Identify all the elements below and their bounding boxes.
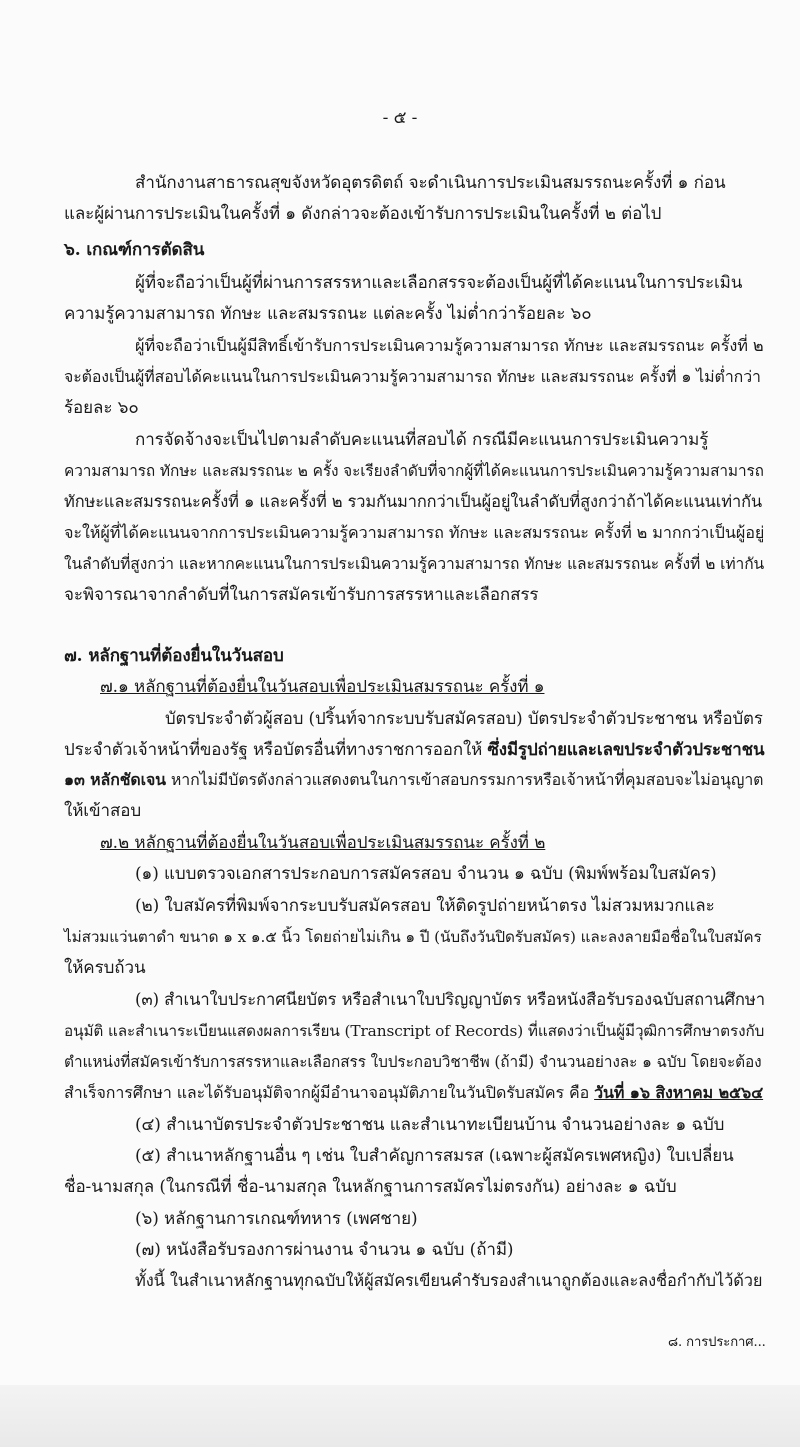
section6-p3-line-3: ทักษะและสมรรถนะครั้งที่ ๑ และครั้งที่ ๒ รวมกันมากกว่าเป็นผู้อยู่ในลำดับที่สูงกว่าถ้าได้คะแนนเท่ากัน [64,492,763,511]
section6-p1-line-1: ผู้ที่จะถือว่าเป็นผู้ที่ผ่านการสรรหาและเลือกสรรจะต้องเป็นผู้ที่ได้คะแนนในการประเมิน [135,273,743,293]
section7-2-item-6: (๖) หลักฐานการเกณฑ์ทหาร (เพศชาย) [135,1209,418,1229]
section7-2-item-3-line-2: อนุมัติ และสำเนาระเบียนแสดงผลการเรียน (Transcript of Records) ที่แสดงว่าเป็นผู้มีวุฒิการศึกษาตรงกับ [64,1022,765,1040]
section7-1-line-2 [64,737,765,761]
section5-tail-line-1: สำนักงานสาธารณสุขจังหวัดอุตรดิตถ์ จะดำเนินการประเมินสมรรถนะครั้งที่ ๑ ก่อน [135,173,726,193]
section7-2-item-5-line-1: (๕) สำเนาหลักฐานอื่น ๆ เช่น ใบสำคัญการสมรส (เฉพาะผู้สมัครเพศหญิง) ใบเปลี่ยน [135,1146,734,1166]
section7-2-item-3-line-3: ตำแหน่งที่สมัครเข้ารับการสรรหาและเลือกสรร ใบประกอบวิชาชีพ (ถ้ามี) จำนวนอย่างละ ๑ ฉบับ โดยจะต้อง [64,1053,762,1071]
section7-2-item-3-line-1: (๓) สำเนาใบประกาศนียบัตร หรือสำเนาใบปริญญาบัตร หรือหนังสือรับรองฉบับสถานศึกษา [135,990,765,1009]
section6-p2-line-1: ผู้ที่จะถือว่าเป็นผู้มีสิทธิ์เข้ารับการประเมินความรู้ความสามารถ ทักษะ และสมรรถนะ ครั้งที่ ๒ [135,336,764,355]
page-number: - ๕ - [382,108,418,128]
section7-1-line-4: ให้เข้าสอบ [64,801,142,821]
section7-2-closing: ทั้งนี้ ในสำเนาหลักฐานทุกฉบับให้ผู้สมัครเขียนคำรับรองสำเนาถูกต้องและลงชื่อกำกับไว้ด้วย [135,1271,763,1290]
section7-2-item-2-line-1: (๒) ใบสมัครที่พิมพ์จากระบบรับสมัครสอบ ให้ติดรูปถ่ายหน้าตรง ไม่สวมหมวกและ [135,896,715,916]
section7-1-line-2-text: ประจำตัวเจ้าหน้าที่ของรัฐ หรือบัตรอื่นที่ทางราชการออกให้ [64,739,488,759]
section7-2-item-7: (๗) หนังสือรับรองการผ่านงาน จำนวน ๑ ฉบับ (ถ้ามี) [135,1240,514,1260]
section7-2-item-3-line-4 [64,1081,763,1105]
section6-p3-line-1: การจัดจ้างจะเป็นไปตามลำดับคะแนนที่สอบได้ กรณีมีคะแนนการประเมินความรู้ [135,430,709,450]
section7-1-line-3-bold: ๑๓ หลักชัดเจน [64,770,166,789]
section6-p3-line-6: จะพิจารณาจากลำดับที่ในการสมัครเข้ารับการสรรหาและเลือกสรร [64,585,539,605]
section7-heading: ๗. หลักฐานที่ต้องยื่นในวันสอบ [64,646,284,666]
section7-1-line-1: บัตรประจำตัวผู้สอบ (ปริ้นท์จากระบบรับสมัครสอบ) บัตรประจำตัวประชาชน หรือบัตร [165,708,763,728]
section7-1-line-3-text: หากไม่มีบัตรดังกล่าวแสดงตนในการเข้าสอบกรรมการหรือเจ้าหน้าที่คุมสอบจะไม่อนุญาต [165,770,764,789]
section7-1-line-2-bold: ซึ่งมีรูปถ่ายและเลขประจำตัวประชาชน [487,739,765,759]
section7-1-heading: ๗.๑ หลักฐานที่ต้องยื่นในวันสอบเพื่อประเมินสมรรถนะ ครั้งที่ ๑ [100,677,545,697]
section7-2-item-1: (๑) แบบตรวจเอกสารประกอบการสมัครสอบ จำนวน ๑ ฉบับ (พิมพ์พร้อมใบสมัคร) [135,864,717,884]
section7-2-item-4: (๔) สำเนาบัตรประจำตัวประชาชน และสำเนาทะเบียนบ้าน จำนวนอย่างละ ๑ ฉบับ [135,1115,725,1135]
section6-p1-line-2: ความรู้ความสามารถ ทักษะ และสมรรถนะ แต่ละครั้ง ไม่ต่ำกว่าร้อยละ ๖๐ [64,304,592,324]
section5-tail-line-2: และผู้ผ่านการประเมินในครั้งที่ ๑ ดังกล่าวจะต้องเข้ารับการประเมินในครั้งที่ ๒ ต่อไป [64,204,662,224]
closing-date: วันที่ ๑๖ สิงหาคม ๒๕๖๔ [594,1083,764,1102]
section6-p3-line-2: ความสามารถ ทักษะ และสมรรถนะ ๒ ครั้ง จะเรียงลำดับที่จากผู้ที่ได้คะแนนการประเมินความรู้ความสามารถ [64,462,764,480]
section7-2-heading: ๗.๒ หลักฐานที่ต้องยื่นในวันสอบเพื่อประเมินสมรรถนะ ครั้งที่ ๒ [100,833,546,853]
section6-heading: ๖. เกณฑ์การตัดสิน [64,240,205,260]
section6-p3-line-5: ในลำดับที่สูงกว่า และหากคะแนนในการประเมินความรู้ความสามารถ ทักษะ และสมรรถนะ ครั้งที่ ๒ เท่ากัน [64,555,765,573]
section6-p2-line-2: จะต้องเป็นผู้ที่สอบได้คะแนนในการประเมินความรู้ความสามารถ ทักษะ และสมรรถนะ ครั้งที่ ๑ ไม่ต่ำกว่า [64,367,761,386]
section7-2-item-2-line-2: ไม่สวมแว่นตาดำ ขนาด ๑ x ๑.๕ นิ้ว โดยถ่ายไม่เกิน ๑ ปี (นับถึงวันปิดรับสมัคร) และลงลายมือชื่อในใบสมัคร [64,928,762,946]
section7-2-item-5-line-2: ชื่อ-นามสกุล (ในกรณีที่ ชื่อ-นามสกุล ในหลักฐานการสมัครไม่ตรงกัน) อย่างละ ๑ ฉบับ [64,1177,677,1197]
section6-p3-line-4: จะให้ผู้ที่ได้คะแนนจากการประเมินความรู้ความสามารถ ทักษะ และสมรรถนะ ครั้งที่ ๒ มากกว่าเป็นผู้อยู่ [64,523,765,542]
section7-1-line-3 [64,768,763,792]
section7-2-item-2-line-3: ให้ครบถ้วน [64,958,146,978]
continuation-marker: ๘. การประกาศ... [668,1335,766,1350]
section6-p2-line-3: ร้อยละ ๖๐ [64,398,139,418]
section7-2-item-3-line-4-text: สำเร็จการศึกษา และได้รับอนุมัติจากผู้มีอำนาจอนุมัติภายในวันปิดรับสมัคร คือ [64,1083,595,1102]
